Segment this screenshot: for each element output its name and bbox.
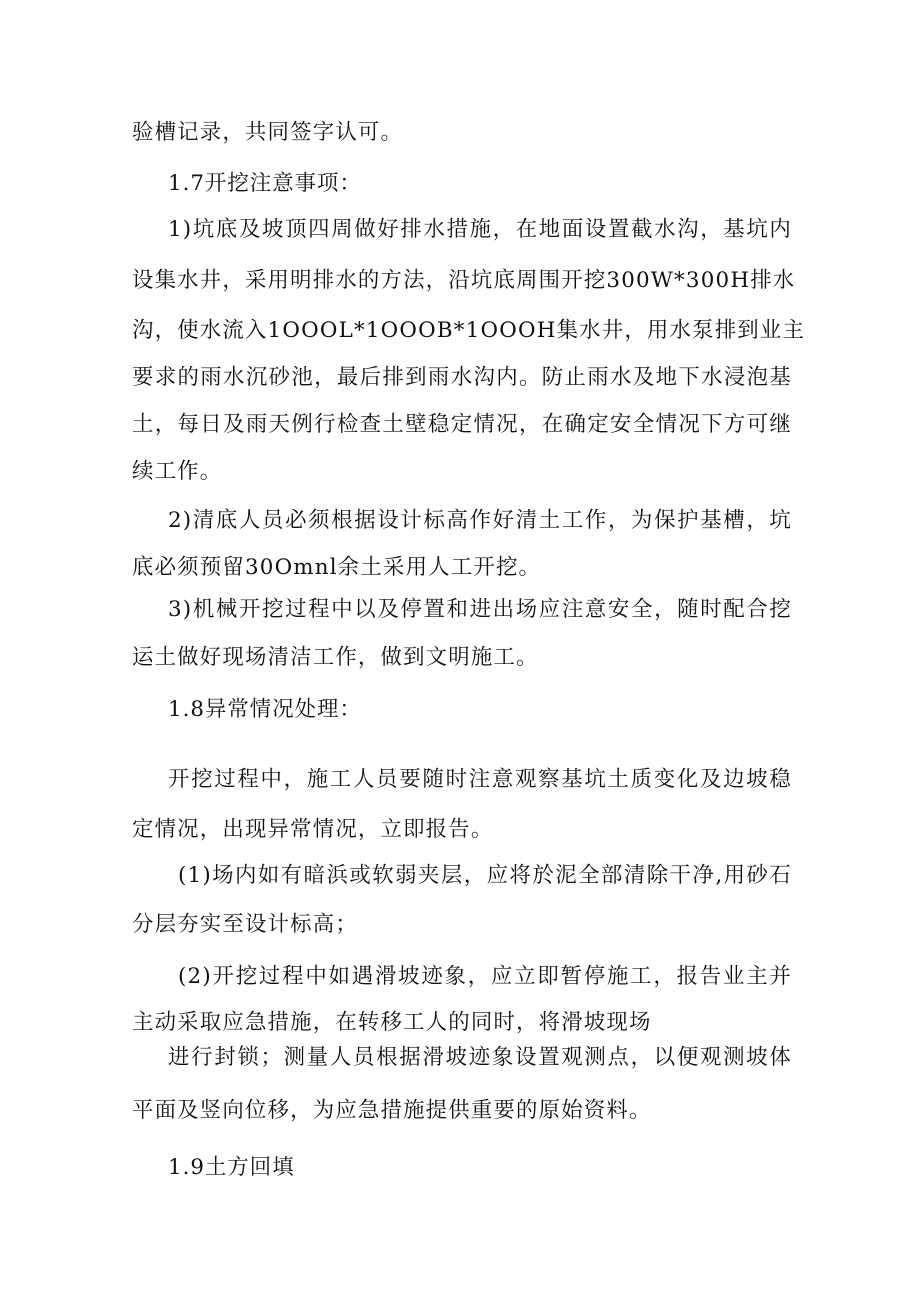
section-heading-1-7: 1.7开挖注意事项： xyxy=(168,171,362,196)
text-line: 2)清底人员必须根据设计标高作好清土工作，为保护基槽，坑 xyxy=(168,508,792,533)
text-line: 土，每日及雨天例行检查土壁稳定情况，在确定安全情况下方可继 xyxy=(132,412,792,437)
section-heading-1-8: 1.8异常情况处理： xyxy=(168,697,362,722)
text-line: 运土做好现场清洁工作，做到文明施工。 xyxy=(132,645,539,670)
section-heading-1-9: 1.9土方回填 xyxy=(168,1155,295,1180)
text-line: (2)开挖过程中如遇滑坡迹象，应立即暂停施工，报告业主并 xyxy=(178,964,792,989)
text-line: 设集水井，采用明排水的方法，沿坑底周围开挖300W*300H排水 xyxy=(132,268,796,293)
text-line: 平面及竖向位移，为应急措施提供重要的原始资料。 xyxy=(132,1098,652,1123)
text-line: 定情况，出现异常情况，立即报告。 xyxy=(132,817,494,842)
text-line: 续工作。 xyxy=(132,459,223,484)
text-line: 开挖过程中，施工人员要随时注意观察基坑土质变化及边坡稳 xyxy=(168,767,792,792)
text-line: 主动采取应急措施，在转移工人的同时，将滑坡现场 xyxy=(132,1010,652,1035)
text-line: 分层夯实至设计标高； xyxy=(132,912,358,937)
text-line: 验槽记录，共同签字认可。 xyxy=(132,120,404,145)
text-line: 沟，使水流入1OOOL*1OOOB*1OOOH集水井，用水泵排到业主 xyxy=(132,318,806,343)
text-line: 1)坑底及坡顶四周做好排水措施，在地面设置截水沟，基坑内 xyxy=(168,217,792,242)
text-line: 要求的雨水沉砂池，最后排到雨水沟内。防止雨水及地下水浸泡基 xyxy=(132,365,792,390)
text-line: (1)场内如有暗浜或软弱夹层，应将於泥全部清除干净,用砂石 xyxy=(178,863,792,888)
text-line: 3)机械开挖过程中以及停置和进出场应注意安全，随时配合挖 xyxy=(168,597,792,622)
text-line: 进行封锁；测量人员根据滑坡迹象设置观测点，以便观测坡体 xyxy=(168,1045,792,1070)
text-line: 底必须预留30Omnl余土采用人工开挖。 xyxy=(132,555,542,580)
